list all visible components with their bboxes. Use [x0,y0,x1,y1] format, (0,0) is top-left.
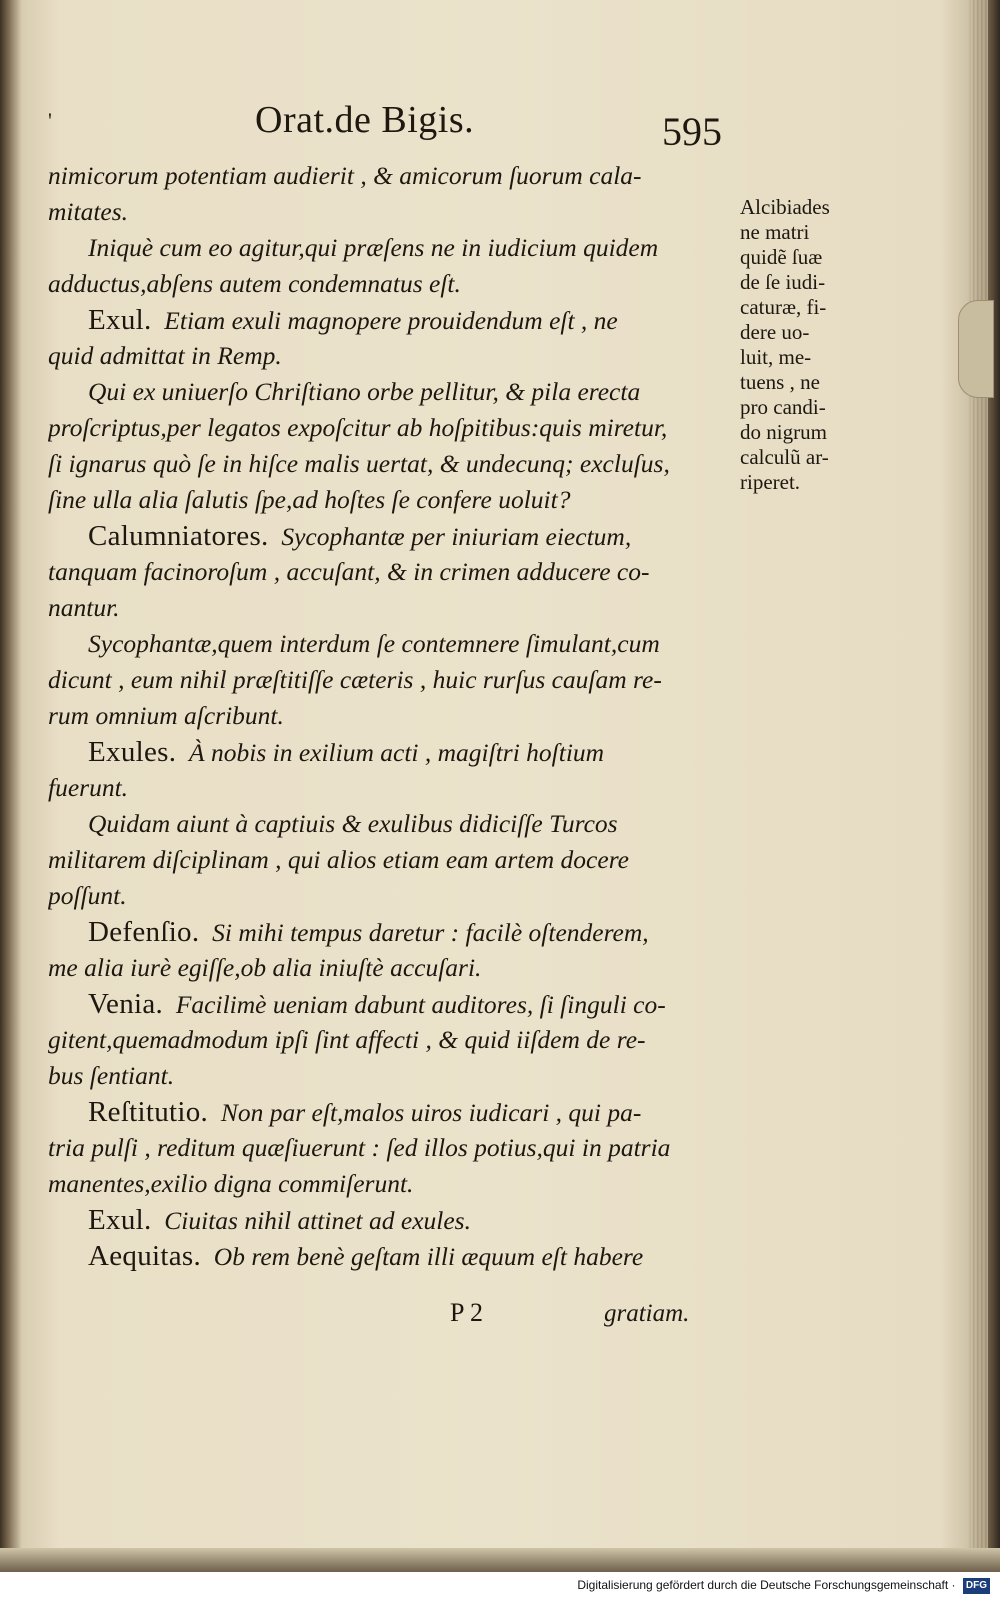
line-keyword: Exul. [88,304,152,336]
line-text: me alia iurè egiſſe,ob alia iniuſtè accuſari. [48,953,482,982]
running-head: Orat.de Bigis. [255,99,475,141]
credit-text: Digitalisierung gefördert durch die Deutsche Forschungsgemeinschaft · [577,1578,956,1592]
text-line [48,986,728,1022]
text-line [48,662,728,698]
text-line [48,698,728,734]
line-text: bus ſentiant. [48,1061,175,1090]
margin-note-line: ne matri [740,220,810,244]
line-text: gitent,quemadmodum ipſi ſint affecti , & quid iiſdem de re- [48,1025,646,1054]
text-line [48,266,728,302]
text-line [48,806,728,842]
line-text: Non par eſt,malos uiros iudicari , qui pa- [220,1098,642,1127]
page-number: 595 [662,109,722,154]
line-keyword: Aequitas. [88,1240,202,1272]
text-line [48,158,728,194]
line-text: Facilimè ueniam dabunt auditores, ſi ſinguli co- [175,990,666,1019]
line-text: quid admittat in Remp. [48,341,282,370]
margin-note-line: luit, me- [740,345,812,369]
line-keyword: Calumniatores. [88,520,269,552]
line-text: rum omnium aſcribunt. [48,701,284,730]
line-text: Si mihi tempus daretur : facilè oſtenderem, [212,918,649,947]
line-text: ſine ulla alia ſalutis ſpe,ad hoſtes ſe confere uoluit? [48,485,571,514]
line-keyword: Reſtitutio. [88,1096,209,1128]
line-text: Sycophantæ per iniuriam eiectum, [281,522,632,551]
text-line [48,1094,728,1130]
text-line [48,1130,728,1166]
text-line [48,1202,728,1238]
line-text: mitates. [48,197,129,226]
text-line [48,842,728,878]
line-text: Qui ex uniuerſo Chriſtiano orbe pellitur, & pila erecta [88,377,641,406]
line-text: Sycophantæ,quem interdum ſe contemnere ſimulant,cum [88,629,660,658]
text-line [48,1238,728,1274]
text-line [48,1022,728,1058]
text-line [48,878,728,914]
margin-note-line: calculũ ar- [740,445,829,469]
line-keyword: Venia. [88,988,164,1020]
line-text: Quidam aiunt à captiuis & exulibus didiciſſe Turcos [88,809,618,838]
line-text: nantur. [48,593,120,622]
line-keyword: Exul. [88,1204,152,1236]
line-text: ſi ignarus quò ſe in hiſce malis uertat, & undecunq; excluſus, [48,449,670,478]
line-text: manentes,exilio digna commiſerunt. [48,1169,414,1198]
header-mark: ' [48,108,52,133]
line-text: dicunt , eum nihil præſtitiſſe cæteris , huic rurſus cauſam re- [48,665,662,694]
text-line [48,950,728,986]
line-text: militarem diſciplinam , qui alios etiam eam artem docere [48,845,629,874]
line-keyword: Defenſio. [88,916,200,948]
text-line [48,410,728,446]
text-line [48,518,728,554]
line-text: tria pulſi , reditum quæſiuerunt : ſed illos potius,qui in patria [48,1133,671,1162]
margin-note [740,195,880,495]
margin-note-line: pro candi- [740,395,826,419]
text-line [48,482,728,518]
text-line [48,194,728,230]
line-text: Ciuitas nihil attinet ad exules. [164,1206,471,1235]
line-text: adductus,abſens autem condemnatus eſt. [48,269,461,298]
margin-note-line: Alcibiades [740,195,830,219]
margin-note-line: tuens , ne [740,370,820,394]
margin-note-line: do nigrum [740,420,827,444]
margin-note-line: quidẽ ſuæ [740,245,823,269]
margin-note-line: caturæ, fi- [740,295,827,319]
text-line [48,914,728,950]
text-line [48,554,728,590]
text-line [48,626,728,662]
text-line [48,374,728,410]
text-line [48,302,728,338]
line-text: Ob rem benè geſtam illi æquum eſt habere [213,1242,644,1271]
line-text: À nobis in exilium acti , magiſtri hoſtium [189,738,605,767]
line-keyword: Exules. [88,736,177,768]
dfg-logo: DFG [963,1578,990,1594]
line-text: nimicorum potentiam audierit , & amicorum ſuorum cala- [48,161,642,190]
margin-note-line: riperet. [740,470,801,494]
margin-note-line: de ſe iudi- [740,270,826,294]
text-line [48,770,728,806]
digitization-credit [560,1574,990,1596]
line-text: tanquam facinoroſum , accuſant, & in crimen adducere co- [48,557,650,586]
text-line [48,1058,728,1094]
margin-note-line: dere uo- [740,320,810,344]
bottom-band [0,1548,1000,1572]
catchword: gratiam. [604,1300,690,1327]
page-edge [970,0,988,1565]
text-line [48,1166,728,1202]
text-line [48,590,728,626]
page-tab [958,300,994,398]
text-line [48,338,728,374]
line-text: poſſunt. [48,881,127,910]
text-line [48,734,728,770]
line-text: Etiam exuli magnopere prouidendum eſt , ne [164,306,618,335]
line-text: proſcriptus,per legatos expoſcitur ab hoſpitibus:quis miretur, [48,413,668,442]
signature-mark: P 2 [450,1298,483,1327]
text-line [48,230,728,266]
text-line [48,446,728,482]
line-text: Iniquè cum eo agitur,qui præſens ne in iudicium quidem [88,233,659,262]
line-text: fuerunt. [48,773,129,802]
body-text [48,158,728,1274]
